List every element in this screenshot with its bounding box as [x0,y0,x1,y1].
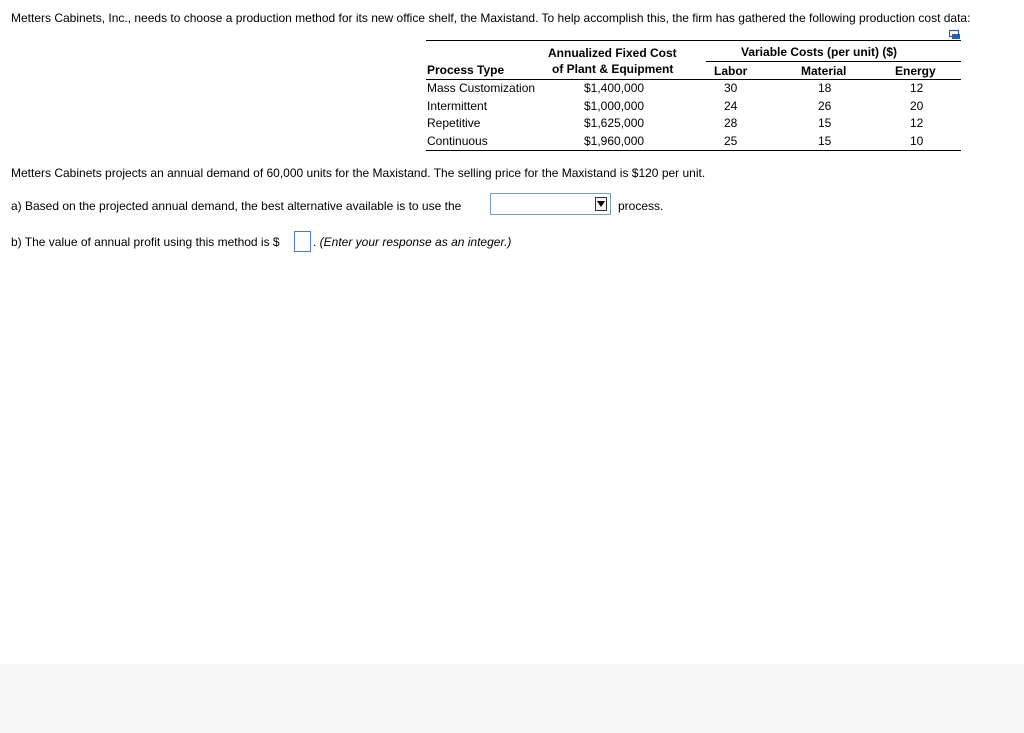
annual-profit-input[interactable] [294,231,311,252]
table-bottom-rule [426,150,961,151]
cell-fixed: $1,960,000 [584,133,645,148]
cell-process: Repetitive [427,116,481,130]
header-energy: Energy [895,64,936,78]
header-fixed-line2: of Plant & Equipment [552,62,674,76]
variable-group-rule [706,61,961,62]
cell-energy: 12 [910,116,924,130]
cell-labor: 28 [724,116,738,130]
cell-process: Intermittent [427,98,488,113]
table-header [426,41,961,80]
cell-process: Mass Customization [427,81,536,95]
table-row [426,133,961,151]
cell-labor: 30 [724,81,738,95]
part-a-suffix: process. [618,199,664,213]
production-cost-table [426,40,961,151]
cell-material: 15 [818,133,832,148]
table-row [426,115,961,133]
question-intro: Metters Cabinets, Inc., needs to choose a production method for its new office shelf, the Maxistand. To help accomplish this, the firm has gathered the following production cost data: [11,11,971,25]
cell-fixed: $1,000,000 [584,98,645,113]
table-row [426,98,961,116]
part-a-prompt: a) Based on the projected annual demand, the best alternative available is to use the [11,199,462,213]
cell-labor: 25 [724,133,738,148]
demand-statement: Metters Cabinets projects an annual demand of 60,000 units for the Maxistand. The selling price for the Maxistand is $120 per unit. [11,166,706,180]
process-select[interactable] [490,193,611,215]
cell-energy: 20 [910,98,924,113]
table-body [426,80,961,150]
header-labor: Labor [714,64,748,78]
dropdown-arrow-icon[interactable] [595,197,607,211]
cell-fixed: $1,400,000 [584,81,645,95]
part-b-hint-text: (Enter your response as an integer.) [319,235,512,249]
table-row [426,80,961,98]
cell-material: 26 [818,98,832,113]
cell-labor: 24 [724,98,738,113]
header-fixed-line1: Annualized Fixed Cost [548,46,677,60]
cell-energy: 10 [910,133,924,148]
header-process-type: Process Type [427,63,505,77]
header-variable-group: Variable Costs (per unit) ($) [741,45,898,59]
cell-fixed: $1,625,000 [584,116,645,130]
header-material: Material [801,64,847,78]
page-footer [0,664,1024,733]
copy-data-icon[interactable] [949,28,961,40]
cell-process: Continuous [427,133,488,148]
cell-material: 18 [818,81,832,95]
part-b-hint: . (Enter your response as an integer.) [313,235,512,249]
cell-energy: 12 [910,81,924,95]
cell-material: 15 [818,116,832,130]
part-b-prompt: b) The value of annual profit using this method is $ [11,235,280,249]
